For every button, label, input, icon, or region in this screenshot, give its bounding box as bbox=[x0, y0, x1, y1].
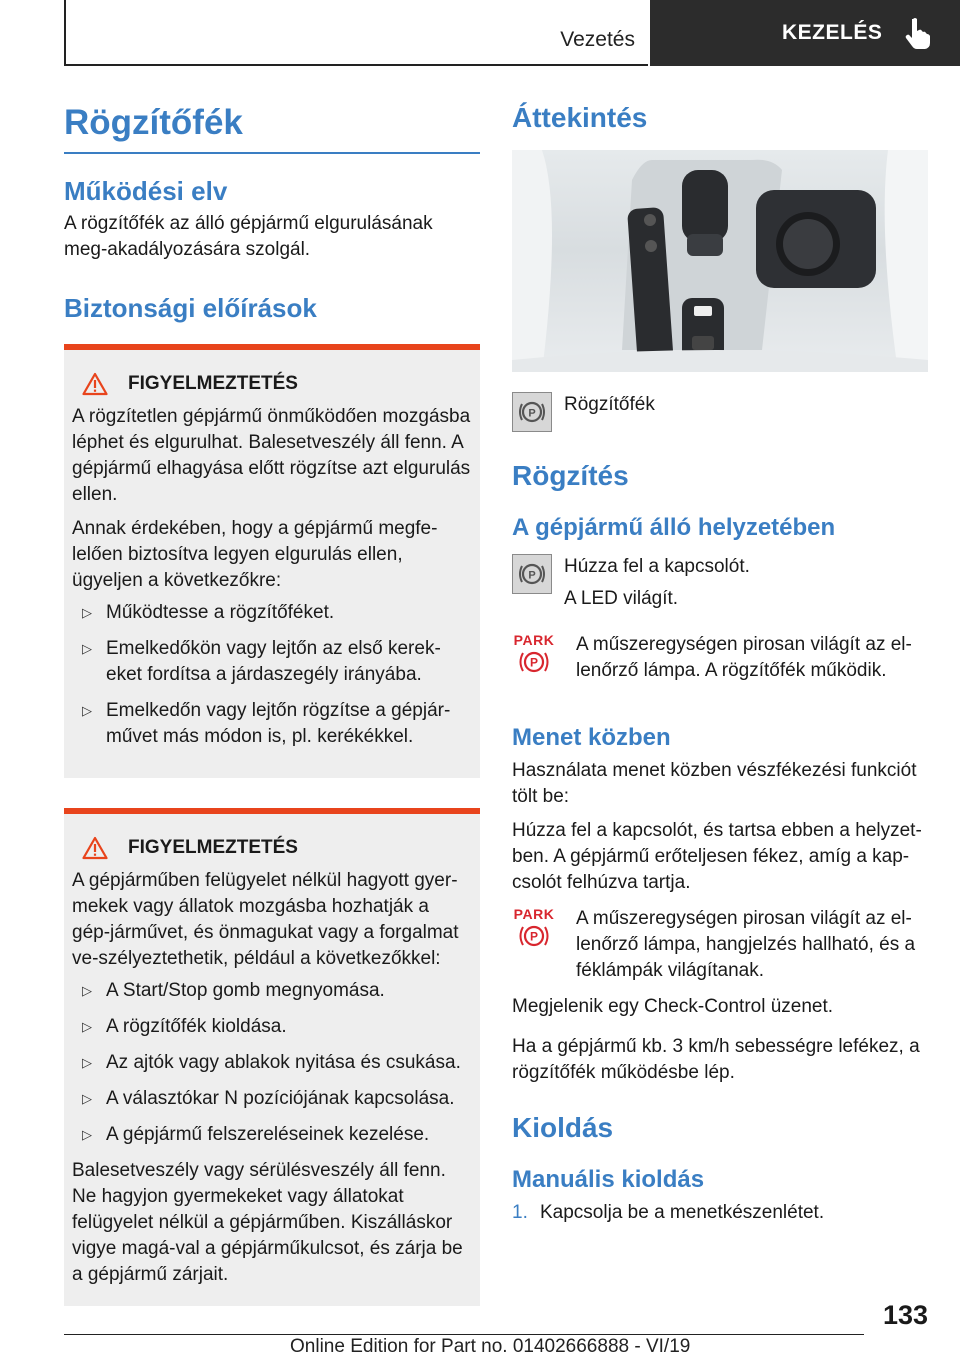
footer-edition: Online Edition for Part no. 01402666888 - VI/19 bbox=[290, 1336, 691, 1357]
warning-text: A gépjárműben felügyelet nélkül hagyott gyer-mekek vagy állatok mozgásba hozhatják a gép-járművet, és önmagukat vagy a forgalmat ve-szélyeztethetik, például a következőkkel: bbox=[72, 870, 459, 969]
console-photo bbox=[512, 150, 928, 372]
warning-triangle-icon bbox=[82, 836, 108, 860]
park-label: PARK bbox=[513, 906, 555, 922]
bullet-triangle-icon: ▷ bbox=[82, 983, 92, 998]
parking-brake-icon bbox=[512, 392, 552, 432]
footer-rule bbox=[64, 1334, 864, 1335]
principle-text: A rögzítőfék az álló gépjármű elgurulásának meg-akadályozására szolgál. bbox=[64, 213, 433, 260]
driving-text-1: Használata menet közben vészfékezési funkciót tölt be: bbox=[512, 760, 917, 807]
warning-box-2 bbox=[64, 808, 480, 1306]
bullet-triangle-icon: ▷ bbox=[82, 1127, 92, 1142]
step-number: 1. bbox=[512, 1202, 528, 1223]
bullet-triangle-icon: ▷ bbox=[82, 1091, 92, 1106]
stationary-text-1: Húzza fel a kapcsolót. bbox=[564, 556, 750, 577]
right-column bbox=[512, 96, 928, 1226]
bullet-triangle-icon: ▷ bbox=[82, 605, 92, 620]
svg-text:P: P bbox=[528, 569, 536, 582]
park-indicator-row bbox=[512, 906, 928, 984]
manual-release-heading: Manuális kioldás bbox=[512, 1166, 705, 1193]
parking-brake-icon bbox=[512, 554, 552, 594]
overview-heading: Áttekintés bbox=[512, 102, 648, 133]
safety-heading: Biztonsági előírások bbox=[64, 293, 317, 323]
warning-list bbox=[72, 600, 472, 750]
page-number: 133 bbox=[882, 1300, 928, 1330]
caption-row bbox=[512, 392, 928, 432]
bullet-triangle-icon: ▷ bbox=[82, 703, 92, 718]
svg-text:P: P bbox=[529, 655, 539, 670]
svg-text:P: P bbox=[528, 407, 536, 420]
hand-pointer-icon bbox=[904, 17, 932, 49]
list-item: ▷ A rögzítőfék kioldása. bbox=[72, 1014, 472, 1040]
chapter-label: KEZELÉS bbox=[782, 21, 883, 44]
warning-box-1 bbox=[64, 344, 480, 778]
stationary-text-2: A LED világít. bbox=[564, 588, 679, 609]
list-item: ▷ Emelkedőn vagy lejtőn rögzítse a gépjár-művet más módon is, pl. kerékékkel. bbox=[72, 698, 472, 750]
svg-text:P: P bbox=[529, 929, 539, 944]
bullet-triangle-icon: ▷ bbox=[82, 1055, 92, 1070]
page-title: Rögzítőfék bbox=[64, 103, 243, 142]
list-item: ▷ Emelkedőkön vagy lejtőn az első kerek-eket fordítsa a járdaszegély irányába. bbox=[72, 636, 472, 688]
photo-caption: Rögzítőfék bbox=[564, 394, 655, 415]
bullet-triangle-icon: ▷ bbox=[82, 1019, 92, 1034]
warning-title bbox=[82, 836, 472, 860]
header-rule bbox=[64, 64, 648, 66]
list-item: ▷ A Start/Stop gomb megnyomása. bbox=[72, 978, 472, 1004]
driving-text-2: Húzza fel a kapcsolót, és tartsa ebben a helyzet-ben. A gépjármű erőteljesen fékez, amíg a kap-csolót felhúzva tartja. bbox=[512, 820, 922, 893]
section-label: Vezetés bbox=[560, 28, 635, 51]
warning-text: Annak érdekében, hogy a gépjármű megfe-lelően biztosítva legyen elgurulás ellen, ügyeljen a következőkre: bbox=[72, 518, 438, 591]
warning-title-text: FIGYELMEZTETÉS bbox=[128, 837, 298, 858]
park-label: PARK bbox=[513, 632, 555, 648]
list-item: ▷ Működtesse a rögzítőféket. bbox=[72, 600, 472, 626]
bullet-triangle-icon: ▷ bbox=[82, 641, 92, 656]
release-heading: Kioldás bbox=[512, 1112, 614, 1143]
apply-heading: Rögzítés bbox=[512, 460, 629, 491]
driving-text-4: Ha a gépjármű kb. 3 km/h sebességre lefékez, a rögzítőfék működésbe lép. bbox=[512, 1036, 920, 1083]
principle-heading: Működési elv bbox=[64, 176, 228, 206]
warning-title-text: FIGYELMEZTETÉS bbox=[128, 373, 298, 394]
step-item bbox=[512, 1200, 928, 1226]
park-indicator-row bbox=[512, 632, 928, 684]
park-text: A műszeregységen pirosan világít az el-lenőrző lámpa, hangjelzés hallható, és a féklámpák világítanak. bbox=[576, 908, 916, 981]
left-column bbox=[64, 96, 480, 1306]
warning-triangle-icon bbox=[82, 372, 108, 396]
step-text: Kapcsolja be a menetkészenlétet. bbox=[540, 1202, 825, 1223]
park-text: A műszeregységen pirosan világít az el-lenőrző lámpa. A rögzítőfék működik. bbox=[576, 634, 912, 681]
center-console-image bbox=[512, 150, 928, 372]
stationary-heading: A gépjármű álló helyzetében bbox=[512, 514, 836, 541]
warning-title bbox=[82, 372, 472, 396]
driving-heading: Menet közben bbox=[512, 724, 671, 751]
page-header bbox=[0, 0, 960, 66]
warning-text: Balesetveszély vagy sérülésveszély áll fenn. Ne hagyjon gyermekeket vagy állatokat felügyelet nélkül a gépjárműben. Kiszálláskor vigye magá-val a gépjárműkulcsot, és zárja be a gépjármű zárjait. bbox=[72, 1160, 463, 1285]
driving-text-3: Megjelenik egy Check-Control üzenet. bbox=[512, 996, 834, 1017]
park-indicator-icon bbox=[512, 906, 556, 950]
list-item: ▷ Az ajtók vagy ablakok nyitása és csukása. bbox=[72, 1050, 472, 1076]
list-item: ▷ A választókar N pozíciójának kapcsolása. bbox=[72, 1086, 472, 1112]
chapter-tab bbox=[650, 0, 960, 66]
header-divider bbox=[64, 0, 66, 66]
warning-list bbox=[72, 978, 472, 1148]
title-rule bbox=[64, 152, 480, 154]
park-indicator-icon bbox=[512, 632, 556, 676]
warning-text: A rögzítetlen gépjármű önműködően mozgásba léphet és elgurulhat. Balesetveszély áll fenn. A gépjármű elhagyása előtt rögzítse azt elgurulás ellen. bbox=[72, 406, 471, 505]
list-item: ▷ A gépjármű felszereléseinek kezelése. bbox=[72, 1122, 472, 1148]
stationary-row bbox=[512, 554, 928, 612]
